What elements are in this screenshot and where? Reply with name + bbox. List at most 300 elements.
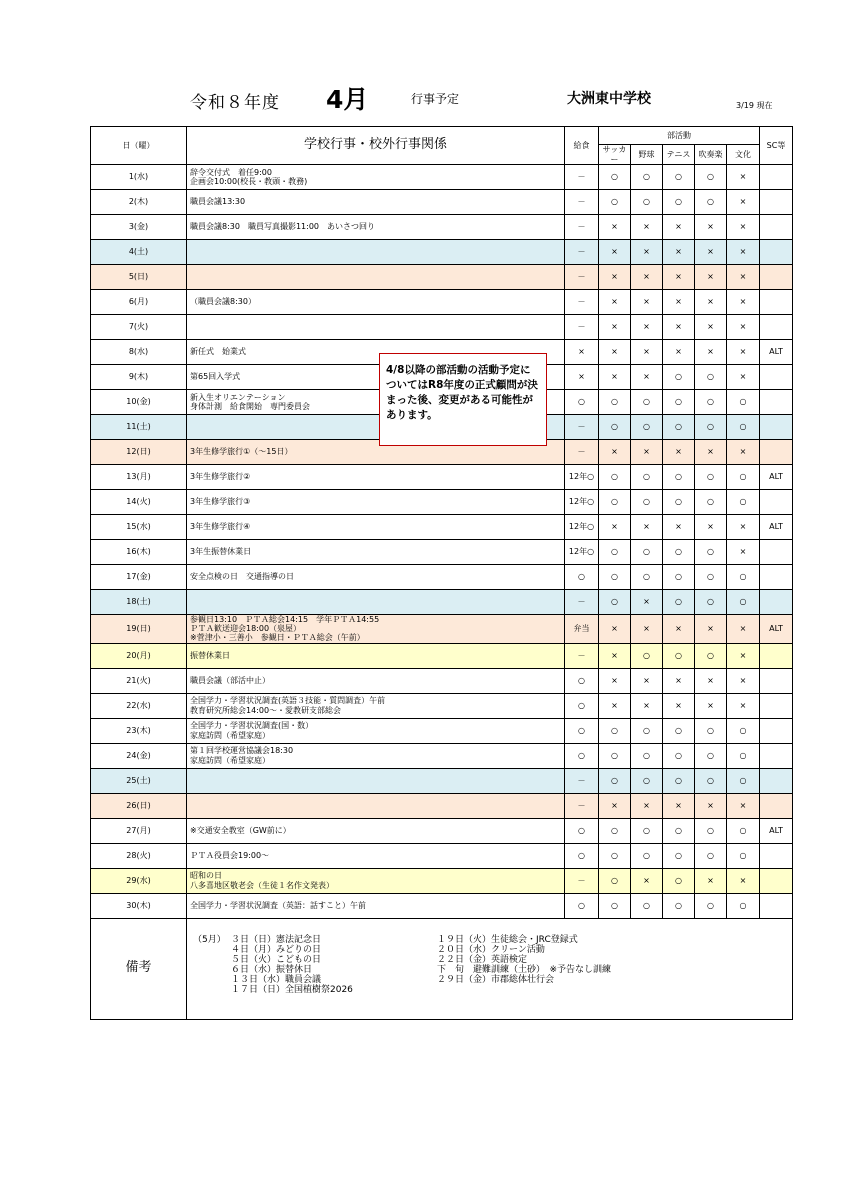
events-cell xyxy=(187,165,565,190)
club-cell: ○ xyxy=(631,165,663,190)
club-cell: ○ xyxy=(631,415,663,440)
events-cell xyxy=(187,565,565,590)
col-events-header: 学校行事・校外行事関係 xyxy=(187,127,565,165)
club-cell: ○ xyxy=(663,843,695,868)
event-line: 職員会議（部活中止） xyxy=(190,675,270,685)
remarks-item: ６日（水）振替休日 xyxy=(231,964,313,975)
club-schedule-note: 4/8以降の部活動の活動予定についてはR8年度の正式顧問が決まった後、変更がある可能性があります。 xyxy=(379,353,547,446)
day-cell: 12(日) xyxy=(91,440,187,465)
event-line: 3年生修学旅行④ xyxy=(190,522,251,532)
club-cell: × xyxy=(631,265,663,290)
club-cell: ○ xyxy=(631,465,663,490)
sc-cell xyxy=(760,390,793,415)
club-cell: ○ xyxy=(663,165,695,190)
col-club-header: 吹奏楽 xyxy=(695,145,727,165)
club-cell: ○ xyxy=(631,718,663,743)
schedule-row xyxy=(91,490,793,515)
club-cell: × xyxy=(631,365,663,390)
schedule-row xyxy=(91,290,793,315)
remarks-item: ５日（火）こどもの日 xyxy=(231,954,322,965)
club-cell: ○ xyxy=(631,768,663,793)
lunch-cell: － xyxy=(565,868,599,893)
club-cell: × xyxy=(631,215,663,240)
club-cell: × xyxy=(663,515,695,540)
day-cell: 14(火) xyxy=(91,490,187,515)
club-cell: ○ xyxy=(663,490,695,515)
club-cell: × xyxy=(599,365,631,390)
club-cell: ○ xyxy=(663,390,695,415)
school-name: 大洲東中学校 xyxy=(567,91,651,107)
schedule-row xyxy=(91,615,793,644)
day-cell: 6(月) xyxy=(91,290,187,315)
event-line: 安全点検の日 交通指導の日 xyxy=(190,572,294,582)
day-cell: 30(木) xyxy=(91,893,187,918)
club-cell: × xyxy=(631,615,663,644)
club-cell: ○ xyxy=(631,843,663,868)
schedule-row xyxy=(91,668,793,693)
sc-cell xyxy=(760,565,793,590)
event-line: 第65回入学式 xyxy=(190,372,241,382)
club-cell: ○ xyxy=(599,415,631,440)
club-cell: × xyxy=(631,590,663,615)
schedule-row xyxy=(91,315,793,340)
club-cell: ○ xyxy=(599,868,631,893)
remarks-item: ２２日（金）英語検定 xyxy=(437,954,528,965)
schedule-row xyxy=(91,515,793,540)
event-line: 新任式 始業式 xyxy=(190,347,246,357)
as-of-date: 3/19 現在 xyxy=(736,101,773,110)
club-cell: × xyxy=(599,290,631,315)
events-cell xyxy=(187,315,565,340)
club-cell: ○ xyxy=(599,843,631,868)
club-cell: × xyxy=(727,265,760,290)
club-cell: × xyxy=(695,315,727,340)
events-cell xyxy=(187,515,565,540)
events-cell xyxy=(187,893,565,918)
col-sc-header: SC等 xyxy=(760,127,793,165)
schedule-row xyxy=(91,540,793,565)
club-cell: × xyxy=(663,668,695,693)
schedule-row xyxy=(91,190,793,215)
lunch-cell: 弁当 xyxy=(565,615,599,644)
lunch-cell: － xyxy=(565,415,599,440)
club-cell: ○ xyxy=(631,190,663,215)
club-cell: × xyxy=(695,693,727,718)
event-line: 八多喜地区敬老会（生徒１名作文発表） xyxy=(190,880,334,890)
club-cell: ○ xyxy=(663,893,695,918)
club-cell: × xyxy=(631,793,663,818)
day-cell: 10(金) xyxy=(91,390,187,415)
club-cell: ○ xyxy=(727,465,760,490)
event-line: 3年生修学旅行①（～15日） xyxy=(190,447,293,457)
club-cell: ○ xyxy=(695,190,727,215)
day-cell: 16(木) xyxy=(91,540,187,565)
club-cell: ○ xyxy=(695,415,727,440)
schedule-row xyxy=(91,843,793,868)
day-cell: 19(日) xyxy=(91,615,187,644)
lunch-cell: － xyxy=(565,240,599,265)
lunch-cell: ○ xyxy=(565,843,599,868)
day-cell: 1(水) xyxy=(91,165,187,190)
club-cell: × xyxy=(695,240,727,265)
club-cell: × xyxy=(727,793,760,818)
event-line: 新入生オリエンテーション xyxy=(190,392,286,402)
event-line: ＰＴＡ歓送迎会18:00（泉屋） xyxy=(190,624,302,634)
schedule-row xyxy=(91,240,793,265)
club-cell: × xyxy=(631,668,663,693)
club-cell: ○ xyxy=(727,768,760,793)
schedule-row xyxy=(91,868,793,893)
events-cell xyxy=(187,265,565,290)
club-cell: × xyxy=(695,290,727,315)
events-cell xyxy=(187,465,565,490)
event-line: 3年生修学旅行② xyxy=(190,472,251,482)
club-cell: × xyxy=(727,365,760,390)
day-cell: 24(金) xyxy=(91,743,187,768)
day-cell: 25(土) xyxy=(91,768,187,793)
lunch-cell: ○ xyxy=(565,693,599,718)
club-cell: ○ xyxy=(663,743,695,768)
event-line: 第１回学校運営協議会18:30 xyxy=(190,746,294,756)
col-club-header: サッカー xyxy=(599,145,631,165)
club-cell: × xyxy=(599,315,631,340)
club-cell: × xyxy=(663,215,695,240)
lunch-cell: － xyxy=(565,793,599,818)
sc-cell xyxy=(760,190,793,215)
day-cell: 4(土) xyxy=(91,240,187,265)
club-cell: × xyxy=(631,868,663,893)
event-line: ※交通安全教室（GW前に） xyxy=(190,825,291,835)
events-cell xyxy=(187,668,565,693)
event-line: （職員会議8:30） xyxy=(190,297,256,307)
sc-cell xyxy=(760,868,793,893)
day-cell: 7(火) xyxy=(91,315,187,340)
schedule-table xyxy=(90,126,793,1020)
col-club-header: 文化 xyxy=(727,145,760,165)
lunch-cell: ○ xyxy=(565,743,599,768)
schedule-row xyxy=(91,165,793,190)
club-cell: ○ xyxy=(663,365,695,390)
event-line: 全国学力・学習状況調査(国・数） xyxy=(190,721,314,731)
club-cell: × xyxy=(599,693,631,718)
club-cell: × xyxy=(599,668,631,693)
sc-cell xyxy=(760,718,793,743)
day-cell: 5(日) xyxy=(91,265,187,290)
club-cell: ○ xyxy=(727,893,760,918)
club-cell: × xyxy=(631,315,663,340)
club-cell: × xyxy=(695,515,727,540)
events-cell xyxy=(187,540,565,565)
club-cell: ○ xyxy=(727,415,760,440)
schedule-row xyxy=(91,590,793,615)
club-cell: ○ xyxy=(727,718,760,743)
club-cell: ○ xyxy=(727,590,760,615)
remarks-item: １７日（日）全国植樹祭2026 xyxy=(231,984,353,995)
club-cell: ○ xyxy=(663,643,695,668)
club-cell: ○ xyxy=(663,190,695,215)
lunch-cell: － xyxy=(565,315,599,340)
club-cell: × xyxy=(599,340,631,365)
events-cell xyxy=(187,843,565,868)
sc-cell xyxy=(760,743,793,768)
day-cell: 28(火) xyxy=(91,843,187,868)
club-cell: ○ xyxy=(663,818,695,843)
club-cell: × xyxy=(599,615,631,644)
schedule-row xyxy=(91,643,793,668)
club-cell: × xyxy=(663,240,695,265)
club-cell: ○ xyxy=(599,768,631,793)
club-cell: × xyxy=(663,340,695,365)
remarks-item: １９日（火）生徒総会・JRC登録式 xyxy=(437,934,578,945)
day-cell: 2(木) xyxy=(91,190,187,215)
lunch-cell: ○ xyxy=(565,718,599,743)
events-cell xyxy=(187,793,565,818)
event-line: 昭和の日 xyxy=(190,871,222,881)
events-cell xyxy=(187,818,565,843)
sc-cell xyxy=(760,693,793,718)
club-cell: × xyxy=(599,515,631,540)
remarks-cell xyxy=(187,918,793,1019)
schedule-row xyxy=(91,793,793,818)
sc-cell xyxy=(760,643,793,668)
month-title: 4月 xyxy=(326,85,369,114)
club-cell: ○ xyxy=(631,643,663,668)
club-cell: × xyxy=(695,793,727,818)
club-cell: ○ xyxy=(695,718,727,743)
club-cell: × xyxy=(695,340,727,365)
event-line: 身体計測 給食開始 専門委員会 xyxy=(190,402,310,411)
lunch-cell: － xyxy=(565,290,599,315)
club-cell: × xyxy=(663,615,695,644)
club-cell: × xyxy=(727,190,760,215)
event-line: 企画会10:00(校長・教頭・教務) xyxy=(190,177,308,186)
club-cell: × xyxy=(663,290,695,315)
remarks-item: ３日（日）憲法記念日 xyxy=(231,934,322,945)
day-cell: 9(木) xyxy=(91,365,187,390)
club-cell: ○ xyxy=(695,565,727,590)
schedule-row xyxy=(91,693,793,718)
lunch-cell: 12年○ xyxy=(565,465,599,490)
club-cell: × xyxy=(727,693,760,718)
sc-cell: ALT xyxy=(760,515,793,540)
club-cell: ○ xyxy=(599,893,631,918)
day-cell: 23(木) xyxy=(91,718,187,743)
club-cell: × xyxy=(727,868,760,893)
club-cell: ○ xyxy=(663,540,695,565)
lunch-cell: 12年○ xyxy=(565,540,599,565)
day-cell: 29(水) xyxy=(91,868,187,893)
sc-cell xyxy=(760,668,793,693)
club-cell: × xyxy=(727,240,760,265)
lunch-cell: － xyxy=(565,215,599,240)
sc-cell xyxy=(760,265,793,290)
sc-cell xyxy=(760,793,793,818)
sc-cell xyxy=(760,490,793,515)
club-cell: × xyxy=(727,290,760,315)
day-cell: 21(火) xyxy=(91,668,187,693)
event-line: 家庭訪問（希望家庭） xyxy=(190,755,270,765)
lunch-cell: － xyxy=(565,643,599,668)
col-club-header: 野球 xyxy=(631,145,663,165)
day-cell: 8(水) xyxy=(91,340,187,365)
sc-cell: ALT xyxy=(760,818,793,843)
club-cell: ○ xyxy=(727,390,760,415)
club-cell: ○ xyxy=(695,165,727,190)
remarks-right-column xyxy=(437,935,611,985)
club-cell: ○ xyxy=(599,540,631,565)
club-cell: × xyxy=(695,615,727,644)
sc-cell: ALT xyxy=(760,465,793,490)
event-line: 3年生修学旅行③ xyxy=(190,497,251,507)
club-cell: × xyxy=(727,165,760,190)
sc-cell xyxy=(760,240,793,265)
event-line: 教育研究所総会14:00～・愛教研支部総会 xyxy=(190,705,342,715)
club-cell: ○ xyxy=(599,390,631,415)
club-cell: × xyxy=(727,615,760,644)
event-line: 家庭訪問（希望家庭） xyxy=(190,730,270,740)
club-cell: × xyxy=(727,440,760,465)
lunch-cell: － xyxy=(565,768,599,793)
sc-cell xyxy=(760,315,793,340)
club-cell: × xyxy=(599,643,631,668)
club-cell: × xyxy=(727,668,760,693)
club-cell: ○ xyxy=(695,465,727,490)
lunch-cell: ○ xyxy=(565,668,599,693)
sc-cell xyxy=(760,365,793,390)
schedule-row xyxy=(91,565,793,590)
club-cell: ○ xyxy=(663,718,695,743)
lunch-cell: ○ xyxy=(565,893,599,918)
club-cell: × xyxy=(727,515,760,540)
club-cell: × xyxy=(695,265,727,290)
lunch-cell: 12年○ xyxy=(565,515,599,540)
club-cell: × xyxy=(599,215,631,240)
col-club-header: テニス xyxy=(663,145,695,165)
lunch-cell: ○ xyxy=(565,390,599,415)
club-cell: ○ xyxy=(599,718,631,743)
header-row-1 xyxy=(91,127,793,145)
club-cell: ○ xyxy=(599,565,631,590)
club-cell: × xyxy=(727,215,760,240)
club-cell: ○ xyxy=(663,415,695,440)
events-cell xyxy=(187,743,565,768)
club-cell: × xyxy=(599,440,631,465)
event-line: ※菅津小・三善小 参観日・ＰＴＡ総会（午前） xyxy=(190,633,365,643)
day-cell: 3(金) xyxy=(91,215,187,240)
club-cell: × xyxy=(695,668,727,693)
lunch-cell: ○ xyxy=(565,565,599,590)
lunch-cell: 12年○ xyxy=(565,490,599,515)
club-cell: ○ xyxy=(631,540,663,565)
events-cell xyxy=(187,768,565,793)
club-cell: × xyxy=(695,440,727,465)
sc-cell xyxy=(760,165,793,190)
club-cell: ○ xyxy=(695,843,727,868)
day-cell: 20(月) xyxy=(91,643,187,668)
lunch-cell: ○ xyxy=(565,818,599,843)
club-cell: ○ xyxy=(599,743,631,768)
club-cell: ○ xyxy=(695,818,727,843)
lunch-cell: － xyxy=(565,590,599,615)
club-cell: ○ xyxy=(695,365,727,390)
sc-cell xyxy=(760,590,793,615)
events-cell xyxy=(187,693,565,718)
day-cell: 18(土) xyxy=(91,590,187,615)
club-cell: × xyxy=(695,215,727,240)
club-cell: ○ xyxy=(663,590,695,615)
club-cell: ○ xyxy=(631,818,663,843)
club-cell: × xyxy=(663,693,695,718)
event-line: 3年生振替休業日 xyxy=(190,547,252,557)
club-cell: × xyxy=(663,440,695,465)
club-cell: ○ xyxy=(599,590,631,615)
events-cell xyxy=(187,590,565,615)
event-line: 全国学力・学習状況調査（英語：話すこと）午前 xyxy=(190,900,366,910)
lunch-cell: － xyxy=(565,190,599,215)
schedule-row xyxy=(91,818,793,843)
events-cell xyxy=(187,190,565,215)
club-cell: ○ xyxy=(695,540,727,565)
remarks-row xyxy=(91,918,793,1019)
club-cell: × xyxy=(599,240,631,265)
club-cell: × xyxy=(631,340,663,365)
event-line: 全国学力・学習状況調査(英語３技能・質問調査）午前 xyxy=(190,696,386,706)
lunch-cell: × xyxy=(565,340,599,365)
club-cell: × xyxy=(631,440,663,465)
day-cell: 15(水) xyxy=(91,515,187,540)
club-cell: ○ xyxy=(695,743,727,768)
club-cell: ○ xyxy=(695,390,727,415)
club-cell: ○ xyxy=(727,818,760,843)
club-cell: × xyxy=(727,340,760,365)
remarks-item: １３日（水）職員会議 xyxy=(231,974,322,985)
club-cell: ○ xyxy=(631,893,663,918)
club-cell: ○ xyxy=(695,768,727,793)
club-cell: × xyxy=(727,643,760,668)
event-line: ＰＴＡ役員会19:00～ xyxy=(190,850,270,860)
sc-cell xyxy=(760,290,793,315)
club-cell: ○ xyxy=(599,165,631,190)
event-line: 職員会議13:30 xyxy=(190,197,246,207)
club-cell: ○ xyxy=(663,768,695,793)
events-cell xyxy=(187,290,565,315)
remarks-item: ２０日（水）クリーン活動 xyxy=(437,944,545,955)
club-cell: × xyxy=(631,515,663,540)
schedule-label: 行事予定 xyxy=(411,92,460,106)
club-cell: ○ xyxy=(663,868,695,893)
club-cell: ○ xyxy=(727,565,760,590)
club-cell: ○ xyxy=(727,843,760,868)
schedule-row xyxy=(91,465,793,490)
club-cell: ○ xyxy=(631,743,663,768)
event-line: 辞令交付式 着任9:00 xyxy=(190,167,272,177)
events-cell xyxy=(187,643,565,668)
club-cell: × xyxy=(631,240,663,265)
club-cell: ○ xyxy=(695,490,727,515)
club-cell: × xyxy=(663,315,695,340)
schedule-row xyxy=(91,215,793,240)
sc-cell xyxy=(760,440,793,465)
club-cell: ○ xyxy=(663,565,695,590)
remarks-left-column xyxy=(231,935,353,995)
club-cell: ○ xyxy=(631,565,663,590)
document-header xyxy=(0,84,848,124)
club-cell: × xyxy=(727,315,760,340)
day-cell: 27(月) xyxy=(91,818,187,843)
club-cell: ○ xyxy=(599,818,631,843)
club-cell: ○ xyxy=(663,465,695,490)
club-cell: ○ xyxy=(599,465,631,490)
